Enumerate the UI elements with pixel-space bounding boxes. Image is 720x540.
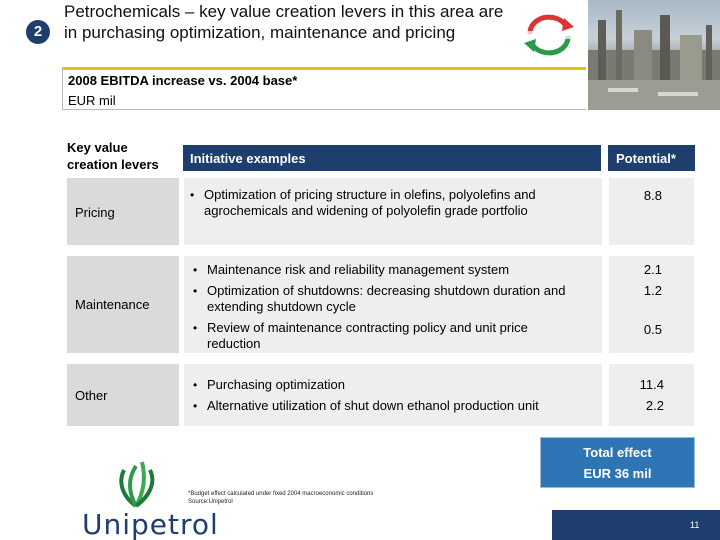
lever-cell-maintenance — [67, 256, 179, 353]
refinery-photo — [588, 0, 720, 110]
footnote-line: *Budget effect calculated under fixed 2004 macroeconomic conditions — [188, 491, 374, 497]
unipetrol-emblem-icon — [112, 456, 160, 508]
lever-label: Maintenance — [75, 297, 150, 312]
total-effect-value: EUR 36 mil — [583, 466, 652, 481]
initiative-item: • Optimization of pricing structure in olefins, polyolefins and agrochemicals and widening of polyolefin grade portfolio — [204, 187, 594, 219]
potential-cell-other — [609, 364, 694, 426]
total-effect-box — [540, 437, 695, 488]
potential-value: 8.8 — [643, 188, 662, 203]
lever-label: Pricing — [75, 205, 115, 220]
initiative-column-header: Initiative examples — [190, 151, 306, 166]
potential-value: 11.4 — [639, 377, 664, 392]
potential-value: 1.2 — [643, 283, 662, 298]
page-number: 11 — [690, 520, 700, 530]
recycle-cycle-icon — [520, 14, 578, 56]
potential-value: 2.2 — [645, 398, 664, 413]
lever-label: Other — [75, 388, 108, 403]
initiative-item: • Review of maintenance contracting policy and unit price reduction — [207, 320, 577, 352]
potential-value: 2.1 — [643, 262, 662, 277]
initiative-cell-other — [184, 364, 602, 426]
initiative-item: • Optimization of shutdowns: decreasing shutdown duration and extending shutdown cycle — [207, 283, 599, 315]
initiative-item: • Alternative utilization of shut down ethanol production unit — [207, 398, 597, 414]
lever-cell-other — [67, 364, 179, 426]
potential-column-header: Potential* — [616, 151, 676, 166]
lever-cell-pricing — [67, 178, 179, 245]
initiative-item: • Maintenance risk and reliability management system — [207, 262, 597, 278]
brand-wordmark: Unipetrol — [82, 508, 219, 540]
slide-number-badge: 2 — [26, 20, 50, 44]
initiative-item: • Purchasing optimization — [207, 377, 597, 393]
potential-value: 0.5 — [643, 322, 662, 337]
total-effect-label: Total effect — [583, 445, 652, 460]
slide-title: Petrochemicals – key value creation levers in this area are in purchasing optimization, maintenance and pricing — [64, 2, 504, 42]
unit-label: EUR mil — [68, 93, 116, 108]
chart-subtitle: 2008 EBITDA increase vs. 2004 base* — [68, 73, 298, 88]
lever-column-header: Key value creation levers — [67, 140, 159, 172]
footnote — [188, 490, 373, 506]
source-line: Source:Unipetrol — [188, 499, 233, 505]
